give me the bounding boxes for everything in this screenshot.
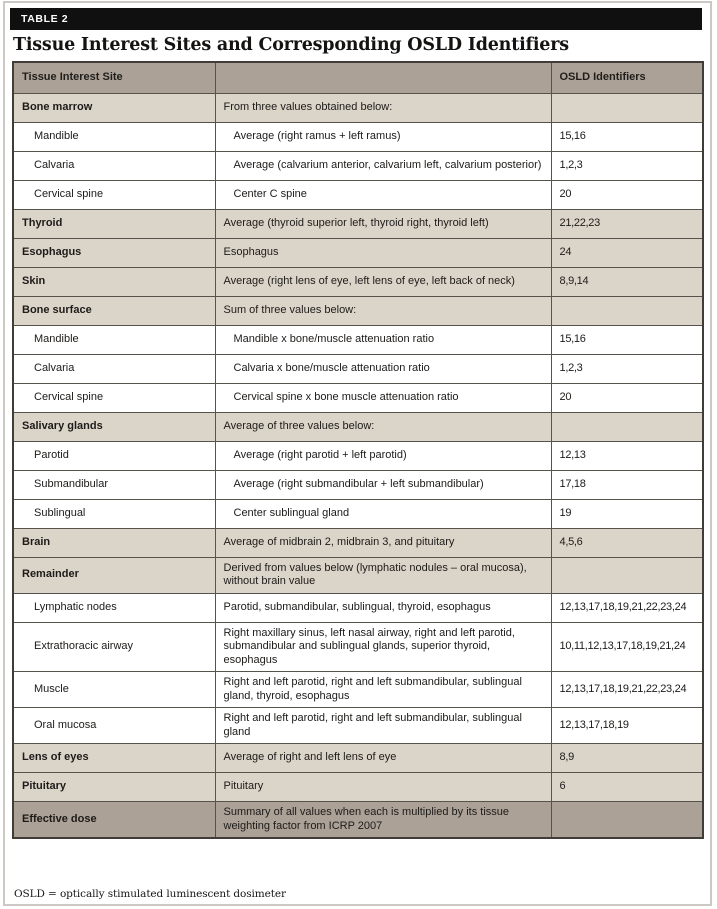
table-row [13, 622, 703, 672]
tissue-site-cell: Calvaria [13, 354, 215, 383]
osld-ids-cell: 17,18 [551, 470, 703, 499]
description-cell: Cervical spine x bone muscle attenuation ratio [215, 383, 551, 412]
description-cell: Esophagus [215, 238, 551, 267]
tissue-site-cell: Esophagus [13, 238, 215, 267]
table-body [13, 93, 703, 838]
col-header-tissue-site: Tissue Interest Site [13, 62, 215, 93]
tissue-site-cell: Skin [13, 267, 215, 296]
osld-ids-cell: 4,5,6 [551, 528, 703, 557]
tissue-site-cell: Parotid [13, 441, 215, 470]
osld-ids-cell [551, 296, 703, 325]
tissue-site-cell: Calvaria [13, 151, 215, 180]
osld-ids-cell: 1,2,3 [551, 151, 703, 180]
col-header-osld-identifiers: OSLD Identifiers [551, 62, 703, 93]
table-row [13, 528, 703, 557]
table-row [13, 296, 703, 325]
table-row [13, 773, 703, 802]
tissue-site-cell: Bone surface [13, 296, 215, 325]
description-cell: Center sublingual gland [215, 499, 551, 528]
osld-ids-cell: 12,13,17,18,19,21,22,23,24 [551, 593, 703, 622]
osld-ids-cell: 15,16 [551, 325, 703, 354]
description-cell: Average (right ramus + left ramus) [215, 122, 551, 151]
tissue-site-cell: Bone marrow [13, 93, 215, 122]
tissue-site-cell: Effective dose [13, 802, 215, 839]
table-row [13, 122, 703, 151]
osld-ids-cell: 12,13 [551, 441, 703, 470]
osld-ids-cell: 1,2,3 [551, 354, 703, 383]
osld-ids-cell [551, 557, 703, 593]
tissue-site-cell: Salivary glands [13, 412, 215, 441]
tissue-site-cell: Pituitary [13, 773, 215, 802]
description-cell: Average (right parotid + left parotid) [215, 441, 551, 470]
table-row [13, 672, 703, 708]
footnote: OSLD = optically stimulated luminescent dosimeter [14, 888, 286, 900]
table-row [13, 412, 703, 441]
table-row [13, 708, 703, 744]
table-row [13, 802, 703, 839]
osld-ids-cell: 20 [551, 180, 703, 209]
table-title: Tissue Interest Sites and Corresponding OSLD Identifiers [13, 35, 569, 55]
tissue-site-cell: Lens of eyes [13, 744, 215, 773]
description-cell: Derived from values below (lymphatic nodules – oral mucosa), without brain value [215, 557, 551, 593]
description-cell: Parotid, submandibular, sublingual, thyroid, esophagus [215, 593, 551, 622]
table-row [13, 470, 703, 499]
tissue-site-cell: Mandible [13, 325, 215, 354]
description-cell: Right maxillary sinus, left nasal airway, right and left parotid, submandibular and sublingual glands, superior thyroid, esophagus [215, 622, 551, 672]
tissue-site-cell: Mandible [13, 122, 215, 151]
tissue-site-cell: Submandibular [13, 470, 215, 499]
tissue-site-cell: Lymphatic nodes [13, 593, 215, 622]
description-cell: Sum of three values below: [215, 296, 551, 325]
tissue-site-cell: Cervical spine [13, 383, 215, 412]
table-row [13, 383, 703, 412]
osld-ids-cell: 12,13,17,18,19 [551, 708, 703, 744]
tissue-site-cell: Oral mucosa [13, 708, 215, 744]
table-row [13, 325, 703, 354]
description-cell: Average of midbrain 2, midbrain 3, and pituitary [215, 528, 551, 557]
osld-ids-cell: 12,13,17,18,19,21,22,23,24 [551, 672, 703, 708]
tissue-site-cell: Remainder [13, 557, 215, 593]
osld-ids-cell: 19 [551, 499, 703, 528]
description-cell: Center C spine [215, 180, 551, 209]
table-label-bar [10, 8, 702, 30]
tissue-site-cell: Thyroid [13, 209, 215, 238]
description-cell: Average of right and left lens of eye [215, 744, 551, 773]
table-row [13, 557, 703, 593]
tissue-site-cell: Cervical spine [13, 180, 215, 209]
table-row [13, 267, 703, 296]
osld-ids-cell [551, 802, 703, 839]
table-row [13, 354, 703, 383]
tissue-site-cell: Brain [13, 528, 215, 557]
osld-ids-cell: 6 [551, 773, 703, 802]
table-row [13, 180, 703, 209]
osld-ids-cell [551, 93, 703, 122]
osld-ids-cell: 8,9 [551, 744, 703, 773]
description-cell: Mandible x bone/muscle attenuation ratio [215, 325, 551, 354]
table-row [13, 209, 703, 238]
description-cell: From three values obtained below: [215, 93, 551, 122]
tissue-site-cell: Muscle [13, 672, 215, 708]
description-cell: Summary of all values when each is multiplied by its tissue weighting factor from ICRP 2007 [215, 802, 551, 839]
osld-ids-cell: 21,22,23 [551, 209, 703, 238]
table-row [13, 499, 703, 528]
osld-ids-cell: 20 [551, 383, 703, 412]
description-cell: Pituitary [215, 773, 551, 802]
table-row [13, 593, 703, 622]
description-cell: Average (right submandibular + left submandibular) [215, 470, 551, 499]
osld-table [12, 61, 704, 839]
tissue-site-cell: Extrathoracic airway [13, 622, 215, 672]
osld-ids-cell: 24 [551, 238, 703, 267]
table-row [13, 238, 703, 267]
osld-ids-cell: 10,11,12,13,17,18,19,21,24 [551, 622, 703, 672]
table-row [13, 93, 703, 122]
header-row [13, 62, 703, 93]
description-cell: Right and left parotid, right and left submandibular, sublingual gland [215, 708, 551, 744]
col-header-description [215, 62, 551, 93]
table-label: TABLE 2 [21, 13, 69, 25]
table-row [13, 441, 703, 470]
osld-ids-cell [551, 412, 703, 441]
description-cell: Right and left parotid, right and left submandibular, sublingual gland, thyroid, esophagus [215, 672, 551, 708]
osld-ids-cell: 8,9,14 [551, 267, 703, 296]
osld-ids-cell: 15,16 [551, 122, 703, 151]
description-cell: Average of three values below: [215, 412, 551, 441]
description-cell: Average (right lens of eye, left lens of eye, left back of neck) [215, 267, 551, 296]
table-row [13, 151, 703, 180]
table-row [13, 744, 703, 773]
description-cell: Calvaria x bone/muscle attenuation ratio [215, 354, 551, 383]
tissue-site-cell: Sublingual [13, 499, 215, 528]
description-cell: Average (calvarium anterior, calvarium left, calvarium posterior) [215, 151, 551, 180]
description-cell: Average (thyroid superior left, thyroid right, thyroid left) [215, 209, 551, 238]
